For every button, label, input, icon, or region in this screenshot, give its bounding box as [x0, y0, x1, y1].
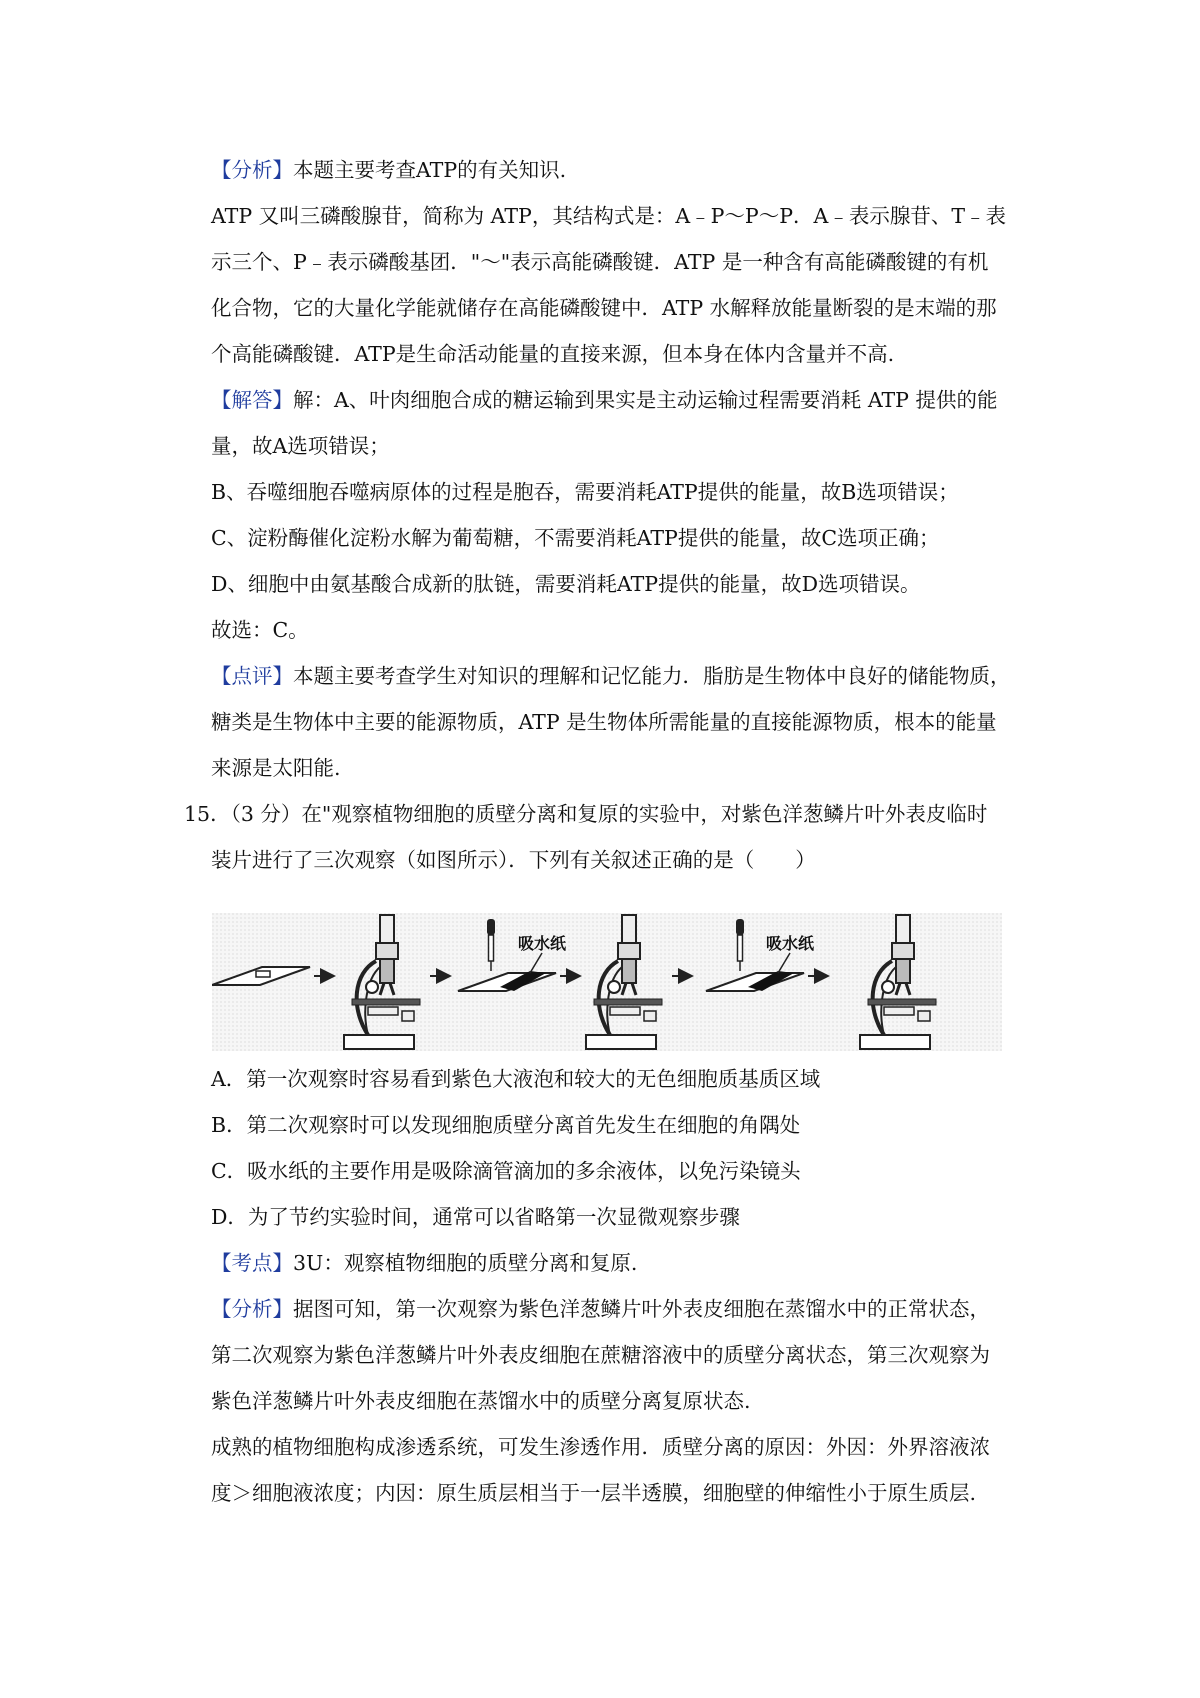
kaodian-line: [211, 1248, 637, 1278]
option-c: C．吸水纸的主要作用是吸除滴管滴加的多余液体，以免污染镜头: [211, 1159, 801, 1183]
comment-tag: 【点评】: [211, 664, 293, 688]
answer-text: 解：A、叶肉细胞合成的糖运输到果实是主动运输过程需要消耗 ATP 提供的能: [293, 388, 998, 412]
blotting-paper-label-2: 吸水纸: [766, 934, 815, 953]
analysis-heading-line: [211, 155, 566, 185]
comment-text: 本题主要考查学生对知识的理解和记忆能力．脂肪是生物体中良好的储能物质，: [293, 664, 1011, 688]
question-stem: 装片进行了三次观察（如图所示）．下列有关叙述正确的是（ ）: [211, 848, 816, 872]
comment-line: 来源是太阳能.: [211, 756, 341, 780]
analysis-tag: 【分析】: [211, 158, 293, 182]
answer-choice: 故选：C。: [211, 618, 309, 642]
analysis-line: 个高能磷酸键．ATP是生命活动能量的直接来源，但本身在体内含量并不高.: [211, 342, 895, 366]
analysis-text: 据图可知，第一次观察为紫色洋葱鳞片叶外表皮细胞在蒸馏水中的正常状态，: [293, 1297, 990, 1321]
analysis-line: ATP 又叫三磷酸腺苷，简称为 ATP，其结构式是：A﹣P～P～P．A﹣表示腺苷、T﹣表: [211, 204, 1006, 228]
analysis-text: 本题主要考查ATP的有关知识.: [293, 158, 567, 182]
analysis-tag: 【分析】: [211, 1297, 293, 1321]
answer-line: D、细胞中由氨基酸合成新的肽链，需要消耗ATP提供的能量，故D选项错误。: [211, 572, 921, 596]
blotting-paper-label-1: 吸水纸: [518, 934, 567, 953]
question-stem: 15．（3 分）在"观察植物细胞的质壁分离和复原的实验中，对紫色洋葱鳞片叶外表皮临时: [184, 802, 988, 826]
answer-line: C、淀粉酶催化淀粉水解为葡萄糖，不需要消耗ATP提供的能量，故C选项正确；: [211, 526, 940, 550]
option-d: D．为了节约实验时间，通常可以省略第一次显微观察步骤: [211, 1205, 740, 1229]
analysis-line: 成熟的植物细胞构成渗透系统，可发生渗透作用．质壁分离的原因：外因：外界溶液浓: [211, 1435, 990, 1459]
kaodian-text: 3U：观察植物细胞的质壁分离和复原.: [293, 1251, 638, 1275]
answer-heading-line: [211, 385, 998, 415]
comment-line: 糖类是生物体中主要的能源物质，ATP 是生物体所需能量的直接能源物质，根本的能量: [211, 710, 997, 734]
analysis-line: 化合物，它的大量化学能就储存在高能磷酸键中．ATP 水解释放能量断裂的是末端的那: [211, 296, 997, 320]
analysis-line: 第二次观察为紫色洋葱鳞片叶外表皮细胞在蔗糖溶液中的质壁分离状态，第三次观察为: [211, 1343, 990, 1367]
option-b: B．第二次观察时可以发现细胞质壁分离首先发生在细胞的角隅处: [211, 1113, 801, 1137]
analysis-heading-line: [211, 1294, 990, 1324]
answer-tag: 【解答】: [211, 388, 293, 412]
analysis-line: 紫色洋葱鳞片叶外表皮细胞在蒸馏水中的质壁分离复原状态.: [211, 1389, 751, 1413]
comment-heading-line: [211, 661, 1011, 691]
analysis-line: 度＞细胞液浓度；内因：原生质层相当于一层半透膜，细胞壁的伸缩性小于原生质层.: [211, 1481, 977, 1505]
analysis-line: 示三个、P﹣表示磷酸基团．"～"表示高能磷酸键．ATP 是一种含有高能磷酸键的有机: [211, 250, 989, 274]
kaodian-tag: 【考点】: [211, 1251, 293, 1275]
answer-line: 量，故A选项错误；: [211, 434, 390, 458]
option-a: A．第一次观察时容易看到紫色大液泡和较大的无色细胞质基质区域: [211, 1067, 821, 1091]
answer-line: B、吞噬细胞吞噬病原体的过程是胞吞，需要消耗ATP提供的能量，故B选项错误；: [211, 480, 959, 504]
experiment-figure: [212, 913, 1002, 1051]
